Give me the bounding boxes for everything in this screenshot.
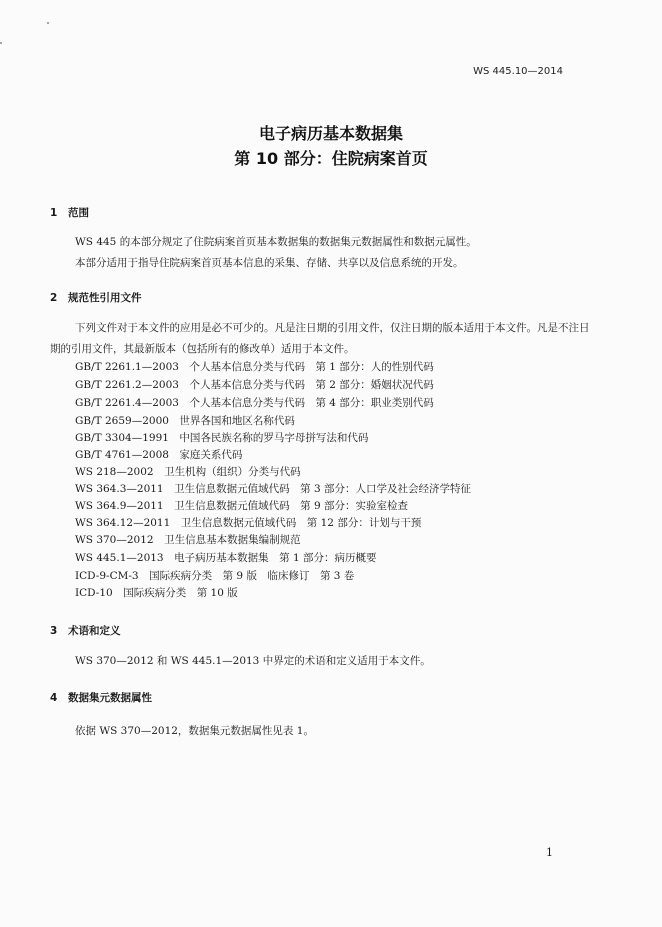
page-number: 1 bbox=[546, 846, 553, 859]
section-title: 规范性引用文件 bbox=[68, 292, 142, 304]
reference-item: GB/T 3304—1991 中国各民族名称的罗马字母拼写法和代码 bbox=[75, 432, 369, 444]
section-number: 4 bbox=[50, 692, 58, 704]
reference-item: WS 364.9—2011 卫生信息数据元值域代码 第 9 部分：实验室检查 bbox=[75, 500, 408, 512]
paragraph: 依据 WS 370—2012，数据集元数据属性见表 1。 bbox=[75, 725, 314, 737]
paragraph: WS 445 的本部分规定了住院病案首页基本数据集的数据集元数据属性和数据元属性。 bbox=[75, 236, 477, 248]
reference-item: GB/T 4761—2008 家庭关系代码 bbox=[75, 449, 243, 461]
reference-item: GB/T 2659—2000 世界各国和地区名称代码 bbox=[75, 415, 295, 427]
reference-item: ICD-10 国际疾病分类 第 10 版 bbox=[75, 587, 238, 599]
reference-item: GB/T 2261.4—2003 个人基本信息分类与代码 第 4 部分：职业类别代码 bbox=[75, 397, 434, 409]
section-number: 1 bbox=[50, 207, 58, 219]
scan-speck bbox=[47, 22, 49, 24]
reference-item: WS 445.1—2013 电子病历基本数据集 第 1 部分：病历概要 bbox=[75, 552, 377, 564]
section-title: 术语和定义 bbox=[68, 625, 121, 637]
section-heading-metadata bbox=[50, 690, 152, 705]
document-subtitle: 第 10 部分：住院病案首页 bbox=[234, 149, 428, 168]
paragraph: WS 370—2012 和 WS 445.1—2013 中界定的术语和定义适用于本文件。 bbox=[75, 655, 431, 667]
reference-item: WS 364.12—2011 卫生信息数据元值域代码 第 12 部分：计划与干预 bbox=[75, 517, 422, 529]
paragraph-intro: 下列文件对于本文件的应用是必不可少的。凡是注日期的引用文件，仅注日期的版本适用于本文件。凡是不注日期的引用文件，其最新版本（包括所有的修改单）适用于本文件。 bbox=[50, 322, 590, 355]
scan-speck bbox=[0, 42, 2, 44]
section-heading-scope bbox=[50, 205, 89, 220]
section-title: 数据集元数据属性 bbox=[68, 692, 152, 704]
paragraph: 本部分适用于指导住院病案首页基本信息的采集、存储、共享以及信息系统的开发。 bbox=[75, 257, 464, 269]
section-heading-terms bbox=[50, 623, 121, 638]
reference-item: WS 364.3—2011 卫生信息数据元值域代码 第 3 部分：人口学及社会经济学特征 bbox=[75, 483, 471, 495]
reference-item: GB/T 2261.1—2003 个人基本信息分类与代码 第 1 部分：人的性别代码 bbox=[75, 361, 434, 373]
document-title: 电子病历基本数据集 bbox=[258, 124, 403, 143]
standard-code: WS 445.10—2014 bbox=[473, 66, 563, 77]
reference-item: WS 370—2012 卫生信息基本数据集编制规范 bbox=[75, 534, 301, 546]
reference-item: WS 218—2002 卫生机构（组织）分类与代码 bbox=[75, 466, 301, 478]
reference-item: ICD-9-CM-3 国际疾病分类 第 9 版 临床修订 第 3 卷 bbox=[75, 570, 355, 582]
section-title: 范围 bbox=[68, 207, 89, 219]
section-number: 3 bbox=[50, 625, 58, 637]
section-heading-normative-references bbox=[50, 290, 142, 305]
section-number: 2 bbox=[50, 292, 58, 304]
reference-item: GB/T 2261.2—2003 个人基本信息分类与代码 第 2 部分：婚姻状况代码 bbox=[75, 379, 434, 391]
